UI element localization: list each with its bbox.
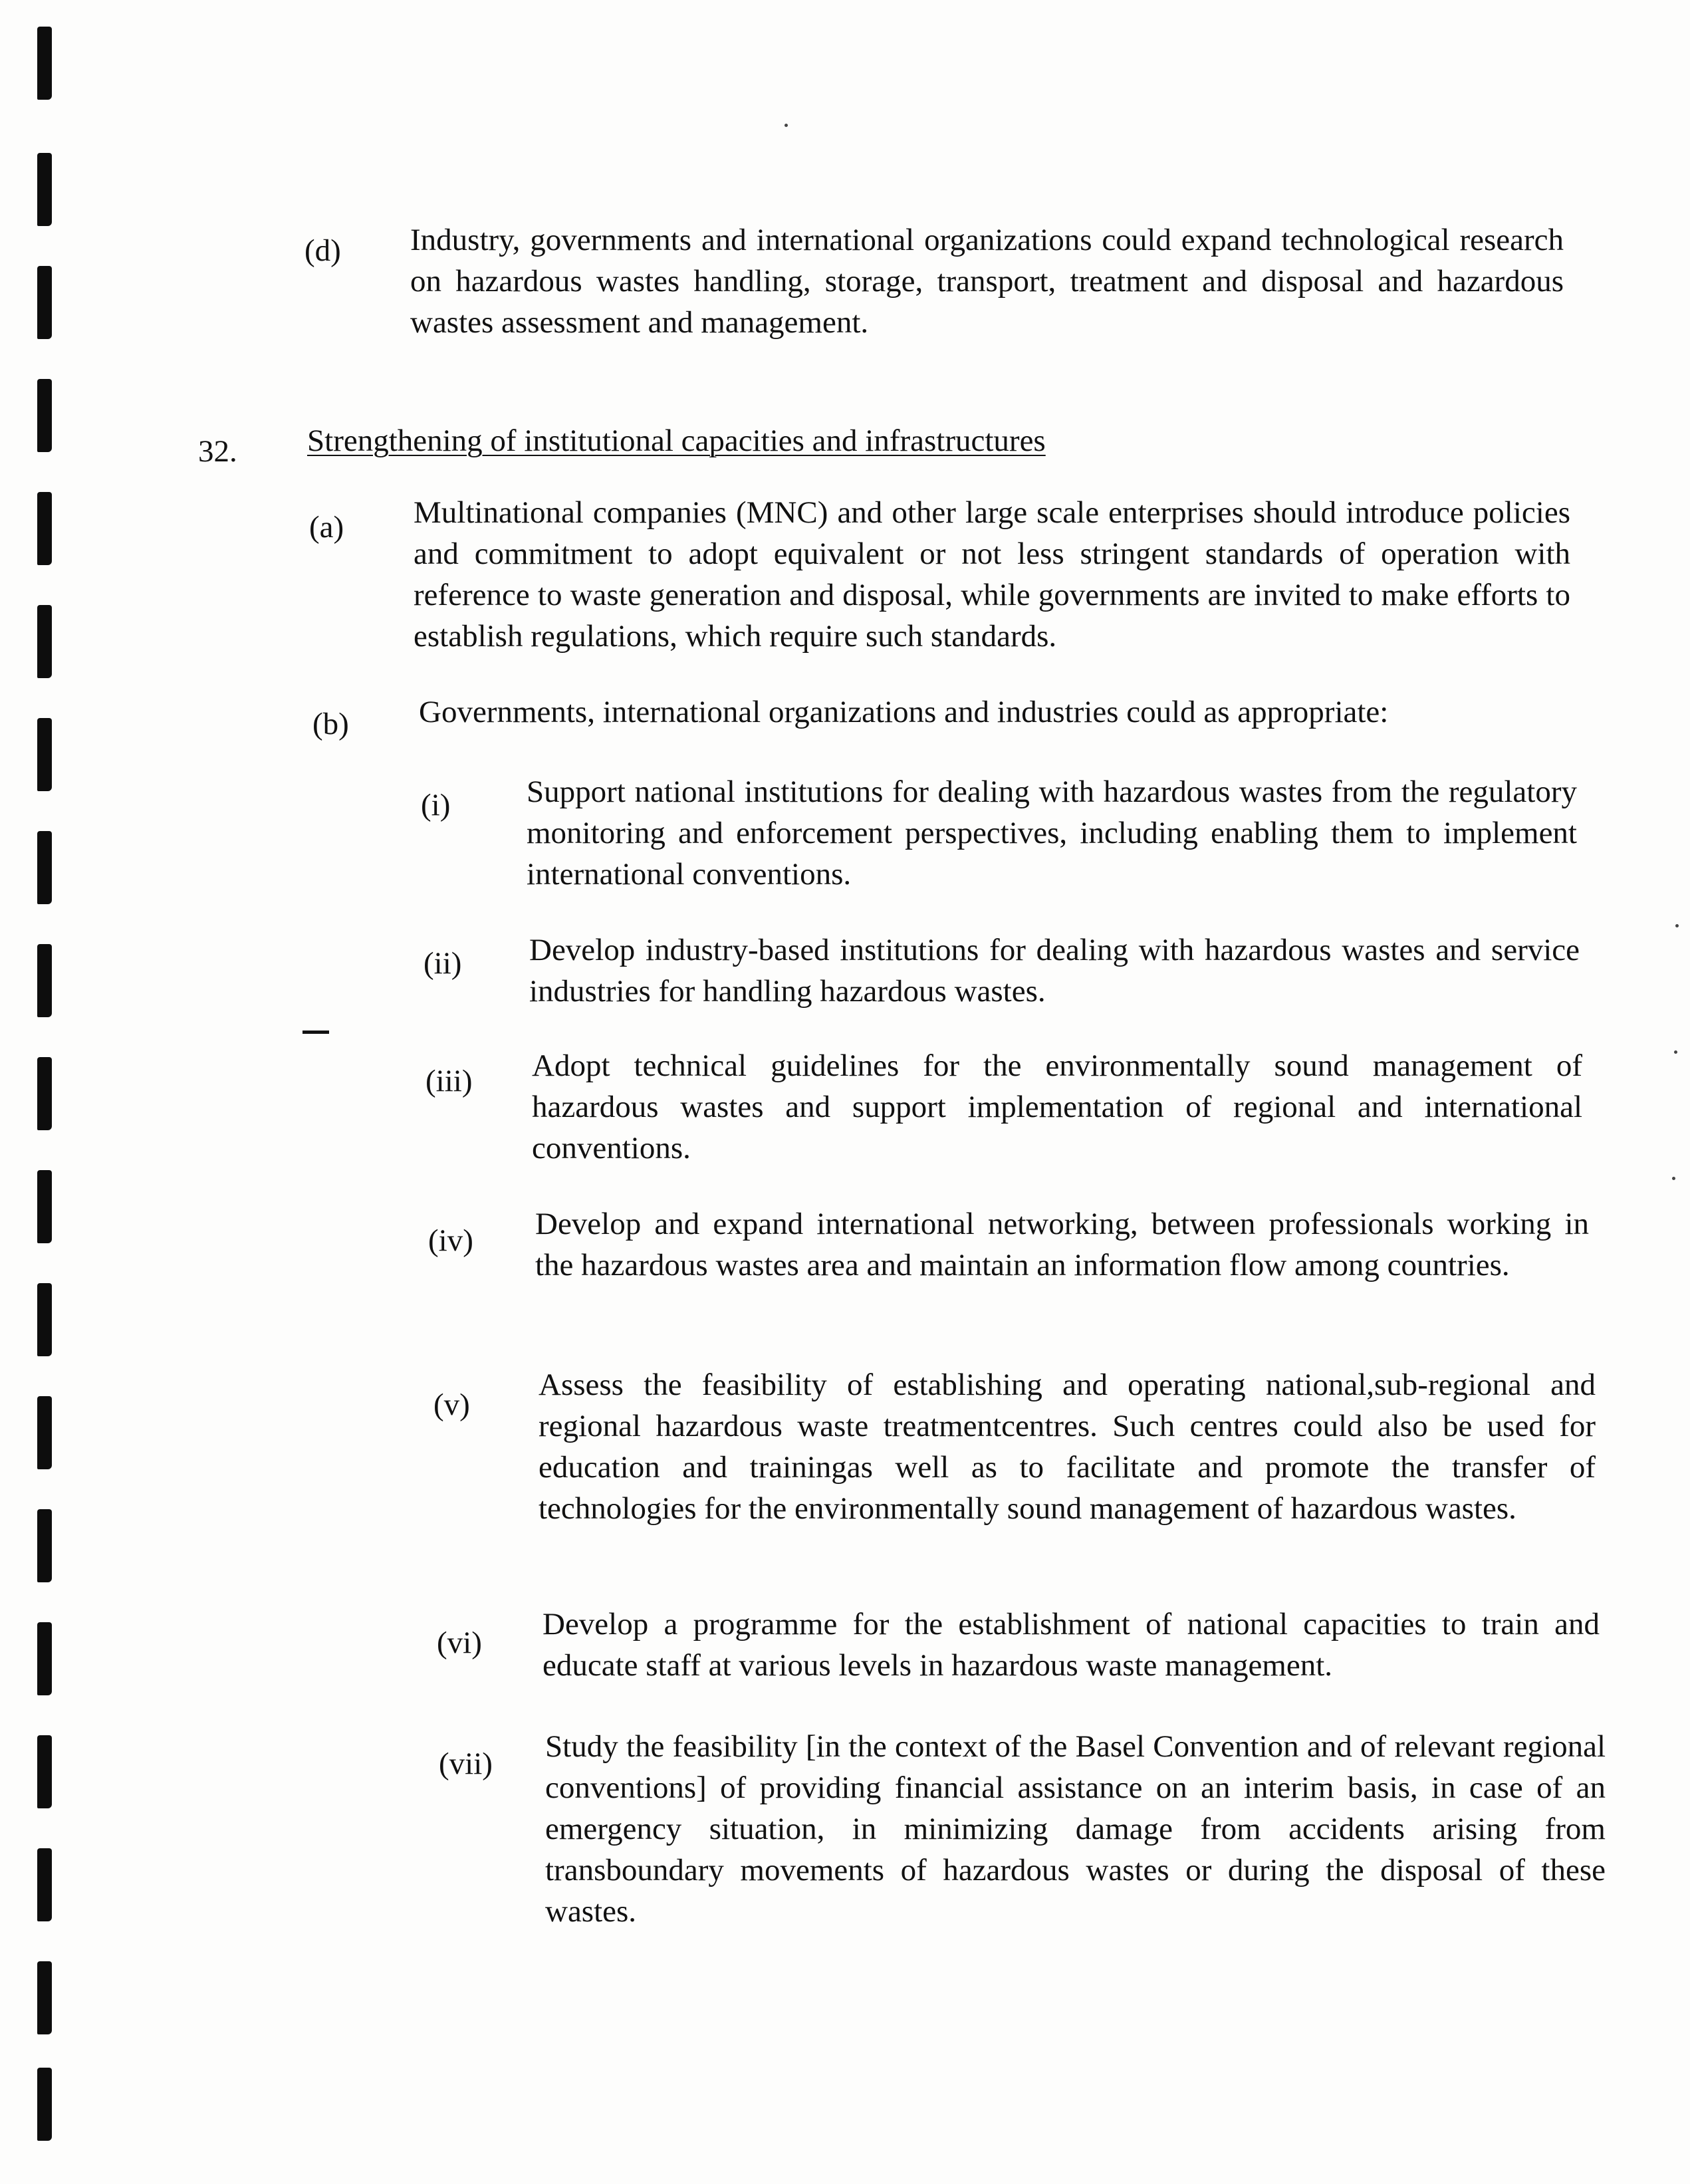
- subitem-text: Study the feasibility [in the context of the Basel Convention and of relevant regional conventions] of providing financial assistance on an interim basis, in case of an emergency situation, in minimizing damage from accidents arising from transboundary movements of hazardous wastes or during the disposal of these wastes.: [545, 1729, 1606, 1929]
- punch-mark: [37, 1170, 52, 1243]
- punch-mark: [37, 266, 52, 339]
- punch-mark: [37, 2068, 52, 2141]
- punch-mark: [37, 944, 52, 1017]
- subitem-text: Assess the feasibility of establishing and operating national,sub-regional and regional hazardous waste treatmentcentres. Such centres could also be used for education and trainingas well as to facilitate and promote the transfer of technologies for the environmentally sound management of hazardous wastes.: [539, 1368, 1596, 1526]
- subitem-label: (v): [433, 1388, 470, 1422]
- punch-mark: [37, 1848, 52, 1921]
- item-a-text: Multinational companies (MNC) and other large scale enterprises should introduce policies and commitment to adopt equivalent or not less stringent standards of operation with reference to waste generation and disposal, while governments are invited to make efforts to establish regulations, which require such standards.: [414, 495, 1570, 654]
- punch-mark: [37, 1283, 52, 1356]
- punch-mark: [37, 605, 52, 678]
- subitem-text: Develop industry-based institutions for dealing with hazardous wastes and service industries for handling hazardous wastes.: [529, 933, 1580, 1009]
- punch-mark: [37, 27, 52, 100]
- subitem-label: (i): [421, 788, 451, 822]
- punch-mark: [37, 1622, 52, 1695]
- item-d-label: (d): [304, 233, 341, 268]
- section-heading: Strengthening of institutional capacities and infrastructures: [307, 424, 1046, 458]
- section-number: 32.: [198, 434, 237, 469]
- scan-speck: [785, 124, 788, 127]
- item-b-label: (b): [312, 707, 349, 741]
- punch-mark: [37, 831, 52, 904]
- subitem-text: Develop and expand international networking, between professionals working in the hazardous wastes area and maintain an information flow among countries.: [535, 1207, 1589, 1282]
- scan-dash-mark: [302, 1031, 329, 1034]
- punch-mark: [37, 153, 52, 226]
- binding-punch-holes: [32, 27, 59, 2154]
- subitem-label: (vi): [437, 1626, 482, 1660]
- item-b-text: Governments, international organizations and industries could as appropriate:: [419, 695, 1389, 729]
- subitem-text: Support national institutions for dealing with hazardous wastes from the regulatory monitoring and enforcement perspectives, including enabling them to implement international conventions.: [527, 775, 1577, 892]
- subitem-label: (vii): [439, 1747, 493, 1781]
- subitem-label: (iii): [425, 1064, 473, 1098]
- punch-mark: [37, 1057, 52, 1130]
- punch-mark: [37, 1735, 52, 1808]
- subitem-label: (ii): [423, 946, 462, 981]
- scan-speck: [1675, 924, 1679, 927]
- scan-speck: [1672, 1177, 1675, 1180]
- punch-mark: [37, 718, 52, 791]
- punch-mark: [37, 1396, 52, 1469]
- subitem-label: (iv): [428, 1223, 473, 1258]
- item-d-text: Industry, governments and international organizations could expand technological research on hazardous wastes handling, storage, transport, treatment and disposal and hazardous wastes assessment and management.: [410, 223, 1564, 340]
- scan-speck: [1674, 1050, 1677, 1054]
- punch-mark: [37, 1509, 52, 1582]
- item-a-label: (a): [309, 510, 344, 545]
- subitem-text: Develop a programme for the establishment of national capacities to train and educate staff at various levels in hazardous waste management.: [543, 1607, 1600, 1683]
- punch-mark: [37, 1961, 52, 2034]
- subitem-text: Adopt technical guidelines for the environmentally sound management of hazardous wastes and support implementation of regional and international conventions.: [532, 1048, 1582, 1165]
- punch-mark: [37, 379, 52, 452]
- punch-mark: [37, 492, 52, 565]
